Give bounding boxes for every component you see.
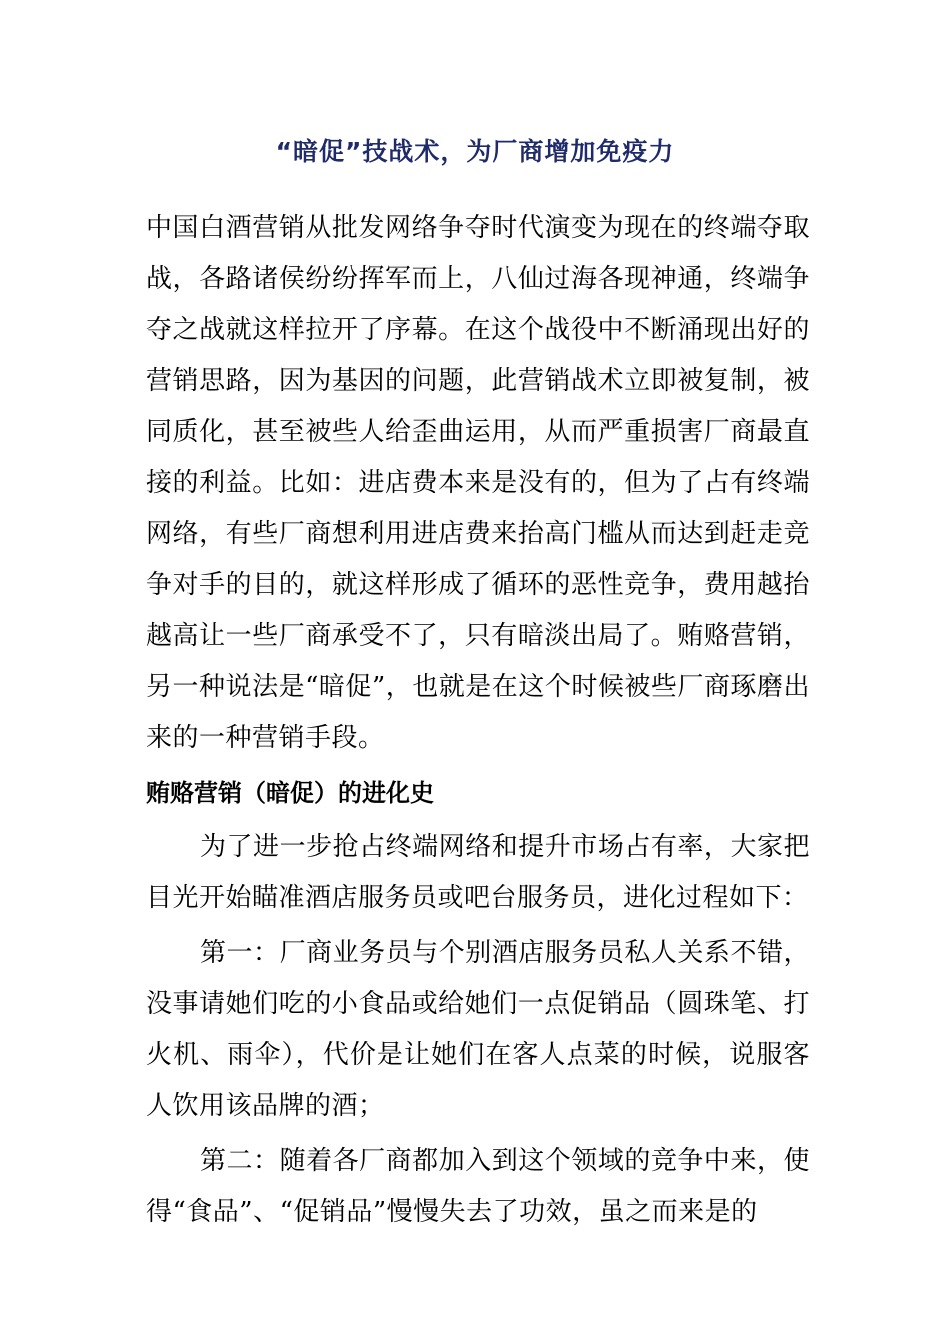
first-step-paragraph: 第一：厂商业务员与个别酒店服务员私人关系不错，没事请她们吃的小食品或给她们一点促销品（圆珠笔、打火机、雨伞），代价是让她们在客人点菜的时候，说服客人饮用该品牌的酒； xyxy=(146,938,810,1121)
second-step-paragraph: 第二：随着各厂商都加入到这个领域的竞争中来，使得“食品”、“促销品”慢慢失去了功效，虽之而来是的 xyxy=(146,1146,810,1227)
intro-paragraph: 中国白酒营销从批发网络争夺时代演变为现在的终端夺取战，各路诸侯纷纷挥军而上，八仙过海各现神通，终端争夺之战就这样拉开了序幕。在这个战役中不断涌现出好的营销思路，因为基因的问题，此营销战术立即被复制，被同质化，甚至被些人给歪曲运用，从而严重损害厂商最直接的利益。比如：进店费本来是没有的，但为了占有终端网络，有些厂商想利用进店费来抬高门槛从而达到赶走竞争对手的目的，就这样形成了循环的恶性竞争，费用越抬越高让一些厂商承受不了，只有暗淡出局了。贿赂营销，另一种说法是“暗促”，也就是在这个时候被些厂商琢磨出来的一种营销手段。 xyxy=(146,213,810,753)
document-title: “暗促”技战术，为厂商增加免疫力 xyxy=(275,137,675,166)
evolution-intro-paragraph: 为了进一步抢占终端网络和提升市场占有率，大家把目光开始瞄准酒店服务员或吧台服务员，进化过程如下： xyxy=(146,832,810,913)
section-heading: 贿赂营销（暗促）的进化史 xyxy=(146,779,434,807)
document-body xyxy=(146,203,810,1238)
